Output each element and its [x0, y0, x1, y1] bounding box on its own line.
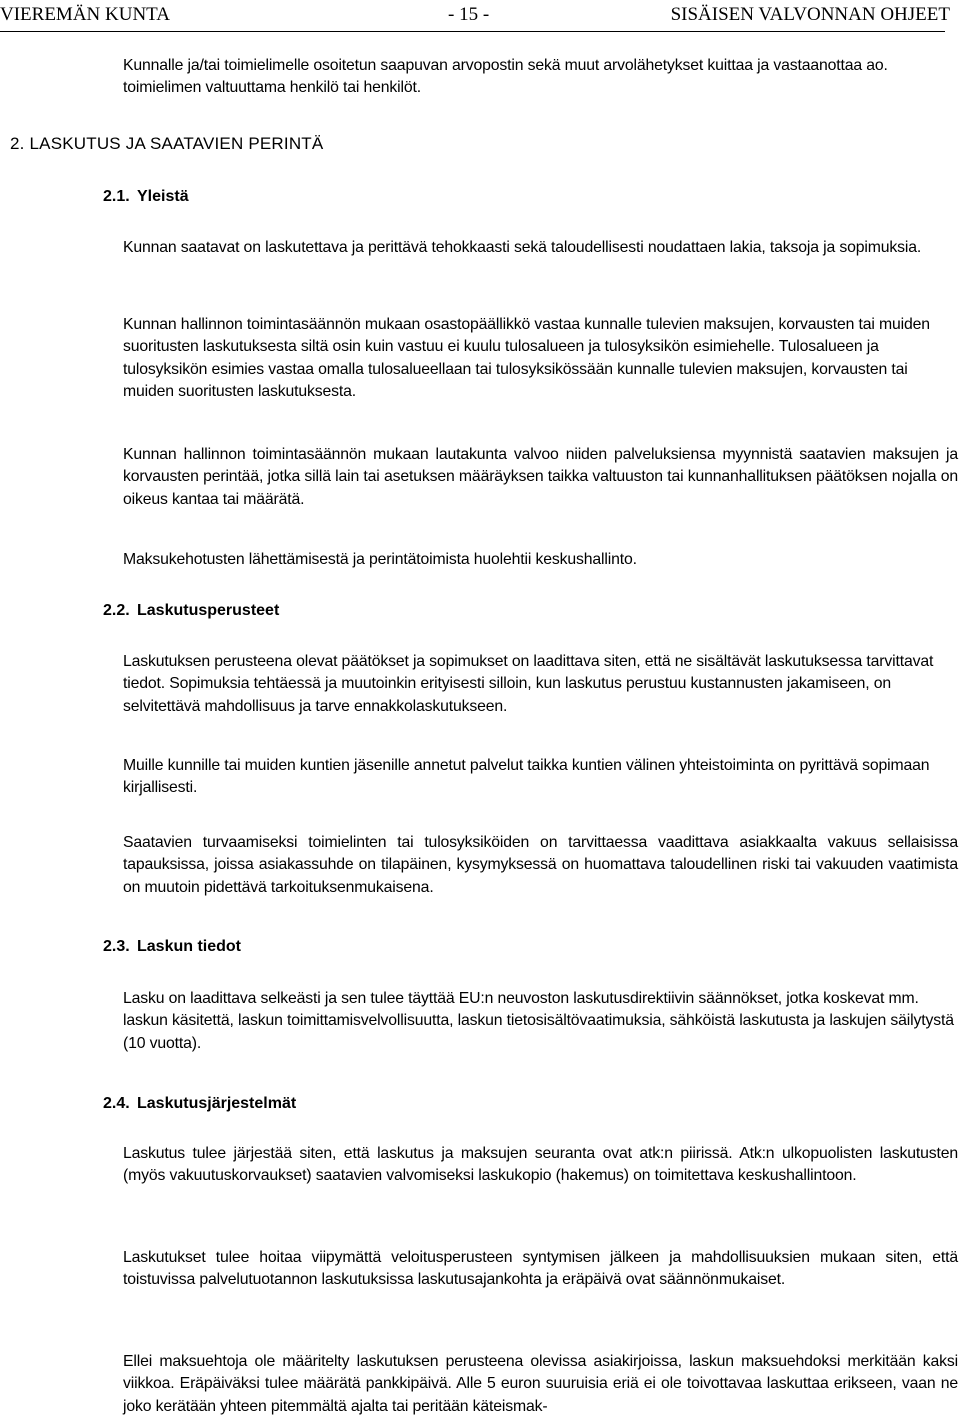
paragraph-yleista-4: Maksukehotusten lähettämisestä ja perintätoimista huolehtii keskushallinto.	[123, 551, 637, 568]
paragraph-yleista-2: Kunnan hallinnon toimintasäännön mukaan osastopäällikkö vastaa kunnalle tulevien maksujen, korvausten tai muiden suoritusten laskutuksesta siltä osin kuin vastuu ei kuulu tulosalueen ja tulosyksikön esimiehelle. Tulosalueen ja tulosyksikön esimies vastaa omalla tulosalueellaan tai tulosyksikössään kunnalle tulevien maksujen, korvausten tai muiden suoritusten laskutuksesta.	[123, 316, 930, 401]
header-rule	[0, 31, 945, 32]
subsection-heading-2-3	[103, 936, 241, 958]
heading-title: Yleistä	[137, 188, 189, 205]
paragraph-laskutusperusteet-2: Muille kunnille tai muiden kuntien jäsenille annetut palvelut taikka kuntien välinen yhteistoiminta on pyrittävä sopimaan kirjallisesti.	[123, 757, 930, 797]
paragraph-yleista-3: Kunnan hallinnon toimintasäännön mukaan lautakunta valvoo niiden palveluksiensa myynnistä saatavien maksujen ja korvausten perintää, jotka sillä lain tai asetuksen määräyksen taikka valtuuston tai kunnanhallituksen päätöksen nojalla on oikeus kantaa tai määrätä.	[123, 446, 958, 508]
heading-number: 2.4.	[103, 1095, 130, 1112]
paragraph-yleista-1: Kunnan saatavat on laskutettava ja perittävä tehokkaasti sekä taloudellisesti noudattaen lakia, taksoja ja sopimuksia.	[123, 239, 922, 256]
section-heading-2: 2. LASKUTUS JA SAATAVIEN PERINTÄ	[10, 134, 324, 153]
heading-number: 2.3.	[103, 938, 130, 955]
paragraph-laskutusjarjestelmat-2: Laskutukset tulee hoitaa viipymättä veloitusperusteen syntymisen jälkeen ja mahdollisuuksien mukaan siten, että toistuvissa palvelutuotannon laskutuksissa laskutusajankohta ja eräpäivä ovat säännönmukaiset.	[123, 1249, 958, 1289]
heading-title: Laskutusperusteet	[137, 602, 280, 619]
header-document-title: SISÄISEN VALVONNAN OHJEET	[670, 4, 950, 25]
page-header	[0, 4, 958, 30]
heading-title: Laskutusjärjestelmät	[137, 1095, 297, 1112]
heading-number: 2.2.	[103, 602, 130, 619]
heading-title: Laskun tiedot	[137, 938, 242, 955]
subsection-heading-2-4	[103, 1093, 296, 1115]
paragraph-laskutusjarjestelmat-3: Ellei maksuehtoja ole määritelty laskutuksen perusteena olevissa asiakirjoissa, laskun maksuehdoksi merkitään kaksi viikkoa. Eräpäiväksi tulee määrätä pankkipäivä. Alle 5 euron suuruisia eriä ei ole toivottavaa laskuttaa erikseen, vaan ne joko kerätään yhteen pitemmältä ajalta tai peritään käteismak-	[123, 1353, 958, 1415]
paragraph-laskutusperusteet-3: Saatavien turvaamiseksi toimielinten tai tulosyksiköiden on tarvittaessa vaadittava asiakkaalta vakuus sellaisissa tapauksissa, joissa asiakassuhde on tilapäinen, kysymyksessä on huomattava taloudellinen riski tai vakuuden vaatimista on muutoin pidettävä tarkoituksenmukaisena.	[123, 834, 958, 896]
header-municipality: VIEREMÄN KUNTA	[0, 4, 170, 25]
paragraph-laskutusjarjestelmat-1: Laskutus tulee järjestää siten, että laskutus ja maksujen seuranta ovat atk:n piirissä. Atk:n ulkopuolisten laskutusten (myös vakuutuskorvaukset) saatavien valvomiseksi laskukopio (hakemus) on toimitettava keskushallintoon.	[123, 1145, 958, 1185]
paragraph-arvoposti: Kunnalle ja/tai toimielimelle osoitetun saapuvan arvopostin sekä muut arvolähetykset kuittaa ja vastaanottaa ao. toimielimen valtuuttama henkilö tai henkilöt.	[123, 57, 888, 97]
subsection-heading-2-1	[103, 186, 189, 208]
subsection-heading-2-2	[103, 600, 279, 622]
header-page-number: - 15 -	[448, 4, 490, 25]
paragraph-laskun-tiedot: Lasku on laadittava selkeästi ja sen tulee täyttää EU:n neuvoston laskutusdirektiivin säännökset, jotka koskevat mm. laskun käsitettä, laskun toimittamisvelvollisuutta, laskun tietosisältövaatimuksia, sähköistä laskutusta ja laskujen säilytystä (10 vuotta).	[123, 990, 954, 1052]
paragraph-laskutusperusteet-1: Laskutuksen perusteena olevat päätökset ja sopimukset on laadittava siten, että ne sisältävät laskutuksessa tarvittavat tiedot. Sopimuksia tehtäessä ja muutoinkin erityisesti silloin, kun laskutus perustuu kustannusten jakamiseen, on selvitettävä mahdollisuus ja tarve ennakkolaskutukseen.	[123, 653, 934, 715]
heading-number: 2.1.	[103, 188, 130, 205]
